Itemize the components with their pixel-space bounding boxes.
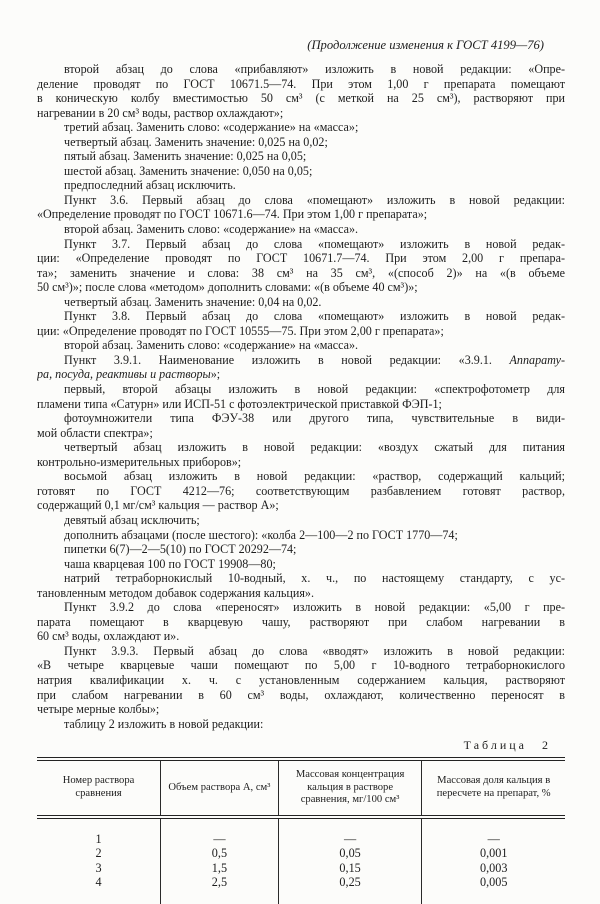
paragraph bbox=[37, 62, 565, 120]
text-line: первый, второй абзацы изложить в новой редакции: «спектрофотометр для bbox=[64, 382, 565, 397]
table-cell: 0,005 bbox=[422, 875, 565, 904]
text-line: шестой абзац. Заменить значение: 0,050 на 0,05; bbox=[64, 163, 313, 178]
paragraph bbox=[37, 717, 565, 732]
text-line: готовят по ГОСТ 4212—76; соответствующим разбавлением готовят раствор, bbox=[37, 483, 565, 498]
table-row bbox=[37, 875, 565, 904]
text-line: ции: «Определение проводят по ГОСТ 10671.7—74. При этом 2,00 г препара- bbox=[37, 251, 565, 266]
paragraph bbox=[37, 542, 565, 557]
paragraph bbox=[37, 513, 565, 528]
text-line: парата помещают в кварцевую чашу, растворяют при слабом нагревании в bbox=[37, 614, 565, 629]
text-line: в коническую колбу вместимостью 50 см³ (с меткой на 25 см³), растворяют при bbox=[37, 91, 565, 106]
paragraph bbox=[37, 600, 565, 644]
text-line: фотоумножители типа ФЭУ-38 или другого типа, чувствительные в види- bbox=[64, 411, 565, 426]
text-line: пипетки 6(7)—2—5(10) по ГОСТ 20292—74; bbox=[64, 542, 297, 557]
text-line: ра, посуда, реактивы и растворы»; bbox=[37, 367, 221, 382]
column-header: Массовая концентрация кальция в растворе сравнения, мг/100 см³ bbox=[278, 759, 422, 817]
text-line: третий абзац. Заменить слово: «содержание» на «масса»; bbox=[64, 120, 359, 135]
table-cell: 4 bbox=[95, 875, 102, 890]
text-line: четвертый абзац изложить в новой редакции: «воздух сжатый для питания bbox=[64, 440, 565, 455]
paragraph bbox=[37, 295, 565, 310]
table-header-row bbox=[37, 759, 565, 817]
text-line: 60 см³ воды, охлаждают и». bbox=[37, 629, 180, 644]
text-line: деление проводят по ГОСТ 10671.5—74. При этом 1,00 г препарата помещают bbox=[37, 76, 565, 91]
text-line: Пункт 3.7. Первый абзац до слова «помещают» изложить в новой редак- bbox=[64, 236, 565, 251]
text-line: контрольно-измерительных приборов»; bbox=[37, 454, 242, 469]
text-line: второй абзац. Заменить слово: «содержание» на «масса». bbox=[64, 338, 359, 353]
text-line: при слабом нагревании в 60 см³ воды, охлаждают, количественно переносят в bbox=[37, 687, 565, 702]
paragraph bbox=[37, 149, 565, 164]
document-body bbox=[37, 62, 565, 731]
text-line: Пункт 3.8. Первый абзац до слова «помещают» изложить в новой редак- bbox=[64, 309, 565, 324]
text-line: натрий тетраборнокислый 10-водный, х. ч., по настоящему стандарту, с ус- bbox=[64, 571, 565, 586]
text-line: Пункт 3.6. Первый абзац до слова «помещают» изложить в новой редакции: bbox=[64, 192, 565, 207]
text-line: предпоследний абзац исключить. bbox=[64, 178, 236, 193]
table-cell: — bbox=[422, 817, 565, 847]
paragraph bbox=[37, 309, 565, 338]
paragraph bbox=[37, 353, 565, 382]
paragraph bbox=[37, 120, 565, 135]
table-cell: 1,5 bbox=[161, 861, 279, 876]
paragraph bbox=[37, 440, 565, 469]
text-line: тановленным методом добавок содержания кальция». bbox=[37, 585, 314, 600]
table-cell: — bbox=[161, 817, 279, 847]
text-line: нагревании в 20 см³ воды, раствор охлаждают»; bbox=[37, 105, 284, 120]
paragraph bbox=[37, 469, 565, 513]
paragraph bbox=[37, 237, 565, 295]
paragraph bbox=[37, 164, 565, 179]
table-2-header bbox=[37, 759, 565, 817]
paragraph bbox=[37, 644, 565, 717]
table-2 bbox=[37, 757, 565, 904]
table-label: Таблица 2 bbox=[463, 738, 551, 753]
paragraph bbox=[37, 528, 565, 543]
text-line: четвертый абзац. Заменить значение: 0,025 на 0,02; bbox=[64, 134, 328, 149]
table-cell: 0,15 bbox=[278, 861, 422, 876]
text-line: та»; заменить значение и слова: 38 см³ на 35 см³, «(способ 2)» на «(в объеме bbox=[37, 265, 565, 280]
table-cell: 0,001 bbox=[422, 846, 565, 861]
text-line: чаша кварцевая 100 по ГОСТ 19908—80; bbox=[64, 556, 276, 571]
table-cell: 2 bbox=[95, 846, 102, 861]
text-line: «Определение проводят по ГОСТ 10671.6—74. При этом 1,00 г препарата»; bbox=[37, 207, 428, 222]
table-cell: 3 bbox=[95, 860, 102, 875]
paragraph bbox=[37, 178, 565, 193]
text-line: второй абзац. Заменить слово: «содержание» на «масса». bbox=[64, 222, 359, 237]
text-line: четвертый абзац. Заменить значение: 0,04 на 0,02. bbox=[64, 294, 322, 309]
table-row bbox=[37, 817, 565, 847]
table-row bbox=[37, 861, 565, 876]
text-line: Пункт 3.9.3. Первый абзац до слова «вводят» изложить в новой редакции: bbox=[64, 643, 565, 658]
paragraph bbox=[37, 411, 565, 440]
text-line: дополнить абзацами (после шестого): «колба 2—100—2 по ГОСТ 1770—74; bbox=[64, 527, 458, 542]
paragraph bbox=[37, 571, 565, 600]
text-line: четыре мерные колбы»; bbox=[37, 702, 160, 717]
text-line: ции: «Определение проводят по ГОСТ 10555—75. При этом 2,00 г препарата»; bbox=[37, 323, 444, 338]
text-line: 50 см³)»; после слова «методом» дополнить словами: «(в объеме 40 см³)»; bbox=[37, 280, 418, 295]
text-line: девятый абзац исключить; bbox=[64, 512, 200, 527]
text-line: натрия квалификации х. ч. с установленным содержанием кальция, растворяют bbox=[37, 672, 565, 687]
table-cell: 0,003 bbox=[422, 861, 565, 876]
table-cell: 0,25 bbox=[278, 875, 422, 904]
column-header: Массовая доля кальция в пересчете на препарат, % bbox=[422, 759, 565, 817]
paragraph bbox=[37, 135, 565, 150]
paragraph bbox=[37, 222, 565, 237]
text-line: таблицу 2 изложить в новой редакции: bbox=[64, 716, 264, 731]
paragraph bbox=[37, 557, 565, 572]
continuation-header: (Продолжение изменения к ГОСТ 4199—76) bbox=[307, 38, 544, 52]
table-2-body bbox=[37, 817, 565, 904]
paragraph bbox=[37, 193, 565, 222]
table-cell: 1 bbox=[95, 831, 102, 846]
paragraph bbox=[37, 382, 565, 411]
text-line: пятый абзац. Заменить значение: 0,025 на 0,05; bbox=[64, 149, 307, 164]
table-row bbox=[37, 846, 565, 861]
text-line: Пункт 3.9.2 до слова «переносят» изложить в новой редакции: «5,00 г пре- bbox=[64, 600, 565, 615]
table-cell: 0,5 bbox=[161, 846, 279, 861]
text-line: второй абзац до слова «прибавляют» изложить в новой редакции: «Опре- bbox=[64, 62, 565, 76]
table-cell: 0,05 bbox=[278, 846, 422, 861]
table-cell: — bbox=[278, 817, 422, 847]
text-line: мой области спектра»; bbox=[37, 425, 153, 440]
text-line: восьмой абзац изложить в новой редакции: «раствор, содержащий кальций; bbox=[64, 469, 565, 484]
text-line: Пункт 3.9.1. Наименование изложить в новой редакции: «3.9.1. Аппарату- bbox=[64, 352, 565, 367]
text-line: пламени типа «Сатурн» или ИСП-51 с фотоэлектрической приставкой ФЭП-1; bbox=[37, 396, 442, 411]
column-header: Объем раствора А, см³ bbox=[161, 759, 279, 817]
column-header: Номер раствора сравнения bbox=[37, 759, 161, 817]
text-line: «В четыре кварцевые чаши помещают по 5,00 г 10-водного тетраборнокислого bbox=[37, 658, 565, 673]
paragraph bbox=[37, 338, 565, 353]
text-line: содержащий 0,1 мг/см³ кальция — раствор А»; bbox=[37, 498, 279, 513]
table-cell: 2,5 bbox=[161, 875, 279, 904]
